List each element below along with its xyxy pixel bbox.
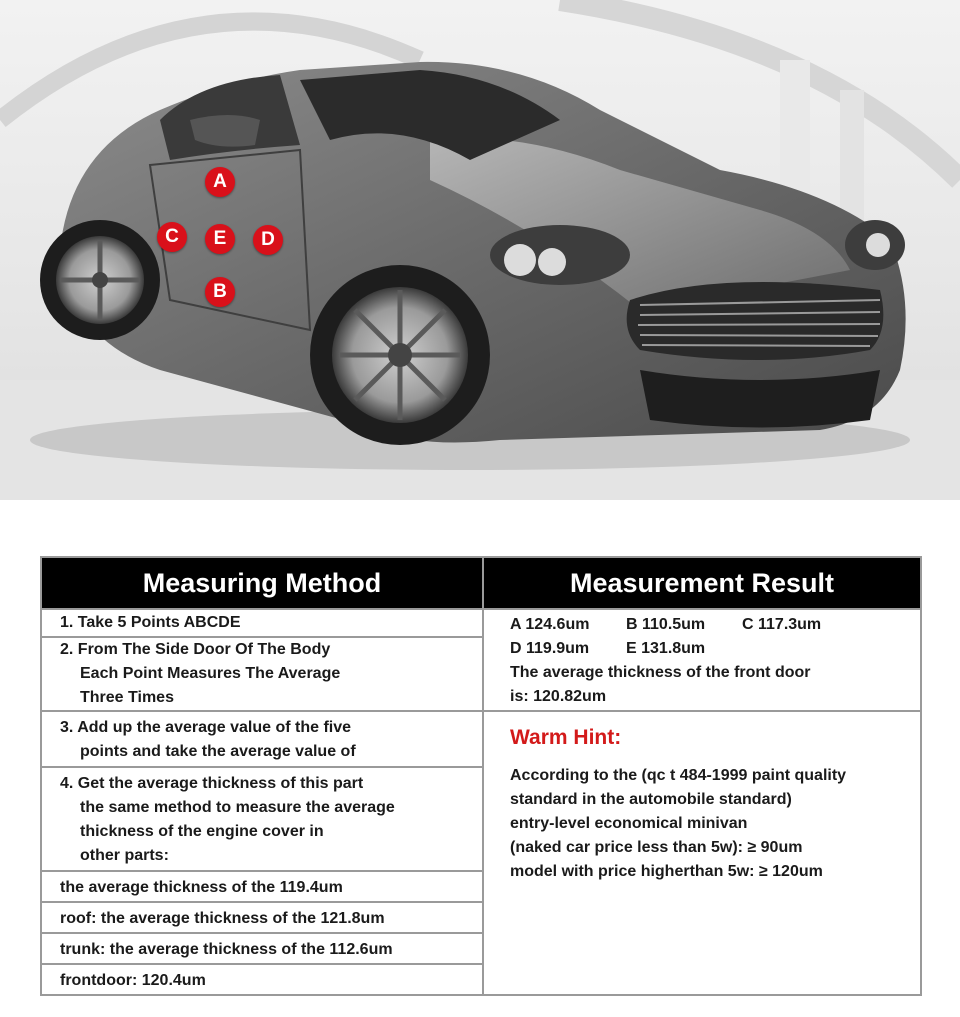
method-step-2-line2: Each Point Measures The Average [80, 665, 341, 682]
hint-line-2: standard in the automobile standard) [510, 791, 792, 808]
method-step-4-line4: other parts: [80, 847, 169, 864]
method-step-1-text: 1. Take 5 Points ABCDE [60, 614, 241, 631]
method-step-4-line3: thickness of the engine cover in [80, 823, 324, 840]
result-header: Measurement Result [484, 558, 920, 610]
frontdoor-thickness-text: frontdoor: 120.4um [60, 972, 206, 989]
roof-thickness-text: roof: the average thickness of the 121.8um [60, 910, 385, 927]
hint-line-5: model with price higherthan 5w: ≥ 120um [510, 863, 823, 880]
result-values-row1 [510, 613, 920, 637]
value-d: D 119.9um [510, 640, 590, 657]
method-step-2 [42, 638, 482, 712]
method-header: Measuring Method [42, 558, 482, 610]
method-step-1 [42, 610, 482, 638]
method-step-4-line2: the same method to measure the average [80, 799, 395, 816]
warm-hint-section [484, 726, 920, 884]
average-line2: is: 120.82um [510, 688, 607, 705]
result-values [484, 610, 920, 712]
point-marker-e: E [205, 224, 235, 254]
value-c: C 117.3um [742, 616, 822, 633]
value-e: E 131.8um [626, 640, 706, 657]
hint-line-3: entry-level economical minivan [510, 815, 748, 832]
method-step-3 [42, 712, 482, 768]
point-marker-a: A [205, 167, 235, 197]
method-column [42, 558, 484, 994]
method-step-3-line2: points and take the average value of [80, 743, 356, 760]
method-row-roof [42, 903, 482, 934]
engine-thickness-text: the average thickness of the 119.4um [60, 879, 343, 896]
hint-line-4: (naked car price less than 5w): ≥ 90um [510, 839, 803, 856]
car-photo [0, 0, 960, 500]
value-b: B 110.5um [626, 616, 706, 633]
hint-line-1: According to the (qc t 484-1999 paint quality [510, 767, 847, 784]
result-values-row2 [510, 637, 920, 661]
method-step-4 [42, 768, 482, 872]
measurement-table [40, 556, 922, 996]
method-row-frontdoor [42, 965, 482, 996]
trunk-thickness-text: trunk: the average thickness of the 112.6um [60, 941, 393, 958]
car-illustration [0, 0, 960, 500]
average-line1: The average thickness of the front door [510, 664, 811, 681]
result-column [484, 558, 920, 994]
point-marker-d: D [253, 225, 283, 255]
value-a: A 124.6um [510, 616, 590, 633]
method-row-engine [42, 872, 482, 903]
warm-hint-title: Warm Hint: [510, 726, 622, 749]
point-marker-c: C [157, 222, 187, 252]
method-row-trunk [42, 934, 482, 965]
method-step-2-line3: Three Times [80, 689, 174, 706]
method-step-3-line1: 3. Add up the average value of the five [60, 719, 352, 736]
method-step-2-line1: 2. From The Side Door Of The Body [60, 641, 331, 658]
point-marker-b: B [205, 277, 235, 307]
method-step-4-line1: 4. Get the average thickness of this part [60, 775, 364, 792]
